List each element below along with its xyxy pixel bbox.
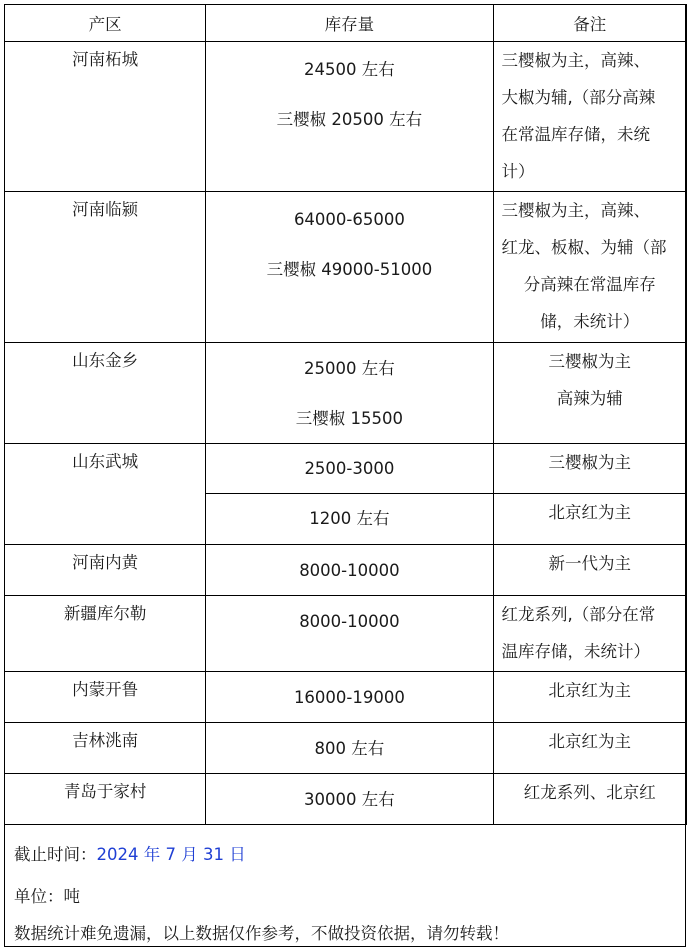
note-cell — [493, 596, 687, 672]
table-row — [5, 672, 687, 723]
region-cell: 河南临颍 — [5, 192, 206, 343]
header-region: 产区 — [5, 5, 206, 42]
stock-value: 三樱椒 20500 左右 — [276, 110, 423, 129]
inventory-table — [4, 4, 687, 825]
region-cell: 山东金乡 — [5, 343, 206, 444]
stock-value: 8000-10000 — [299, 561, 400, 580]
stock-cell — [206, 42, 493, 192]
note-line: 北京红为主 — [548, 681, 631, 700]
stock-cell — [206, 774, 493, 825]
stock-value: 16000-19000 — [293, 688, 405, 707]
cutoff-date-label: 截止时间： — [14, 845, 97, 864]
note-cell — [493, 672, 687, 723]
table-row — [5, 192, 687, 343]
table-row — [5, 343, 687, 444]
note-cell — [493, 192, 687, 343]
note-line: 温库存储，未统计） — [501, 642, 650, 661]
table-row — [5, 596, 687, 672]
note-line: 大椒为辅,（部分高辣 — [501, 88, 656, 107]
region-cell: 吉林洮南 — [5, 723, 206, 774]
note-line: 新一代为主 — [548, 554, 631, 573]
note-line: 分高辣在常温库存 — [523, 275, 656, 294]
region-cell: 河南内黄 — [5, 545, 206, 596]
cutoff-date-line — [14, 841, 246, 865]
stock-cell — [206, 343, 493, 444]
note-line: 计） — [501, 162, 535, 181]
stock-cell — [206, 494, 493, 545]
note-line: 三樱椒为主 — [548, 453, 631, 472]
stock-value: 三樱椒 49000-51000 — [266, 260, 433, 279]
note-line: 红龙、板椒、为辅（部 — [501, 238, 667, 257]
stock-cell — [206, 192, 493, 343]
note-line: 北京红为主 — [548, 732, 631, 751]
note-line: 在常温库存储，未统 — [501, 125, 650, 144]
region-cell: 新疆库尔勒 — [5, 596, 206, 672]
note-line: 三樱椒为主 — [548, 352, 631, 371]
note-cell — [493, 723, 687, 774]
stock-cell — [206, 672, 493, 723]
region-cell: 青岛于家村 — [5, 774, 206, 825]
table-header-row — [5, 5, 687, 42]
region-cell: 山东武城 — [5, 444, 206, 545]
stock-value: 三樱椒 15500 — [295, 409, 404, 428]
stock-cell — [206, 545, 493, 596]
stock-value: 25000 左右 — [304, 359, 395, 378]
stock-value: 2500-3000 — [304, 459, 395, 478]
note-line: 三樱椒为主，高辣、 — [501, 201, 650, 220]
header-stock: 库存量 — [206, 5, 493, 42]
stock-value: 24500 左右 — [304, 60, 395, 79]
stock-value: 64000-65000 — [293, 210, 405, 229]
note-cell — [493, 545, 687, 596]
note-line: 三樱椒为主，高辣、 — [501, 51, 650, 70]
stock-value: 1200 左右 — [309, 509, 390, 528]
stock-cell — [206, 444, 493, 494]
note-line: 红龙系列,（部分在常 — [501, 605, 656, 624]
region-cell: 内蒙开鲁 — [5, 672, 206, 723]
stock-value: 800 左右 — [314, 739, 385, 758]
note-cell — [493, 343, 687, 444]
table-row — [5, 545, 687, 596]
stock-value: 8000-10000 — [299, 612, 400, 631]
note-line: 北京红为主 — [548, 503, 631, 522]
stock-value: 30000 左右 — [304, 790, 395, 809]
inventory-document — [4, 4, 686, 947]
note-cell — [493, 494, 687, 545]
table-row — [5, 723, 687, 774]
note-cell — [493, 42, 687, 192]
table-row — [5, 774, 687, 825]
stock-cell — [206, 596, 493, 672]
region-cell: 河南柘城 — [5, 42, 206, 192]
note-line: 红龙系列、北京红 — [523, 783, 656, 802]
cutoff-date-value: 2024 年 7 月 31 日 — [96, 845, 246, 864]
header-note: 备注 — [493, 5, 687, 42]
note-cell — [493, 444, 687, 494]
disclaimer-line: 数据统计难免遗漏，以上数据仅作参考，不做投资依据，请勿转载！ — [14, 924, 509, 943]
table-row — [5, 444, 687, 494]
table-row — [5, 42, 687, 192]
note-cell — [493, 774, 687, 825]
unit-line: 单位：吨 — [14, 887, 80, 906]
note-line: 高辣为辅 — [556, 389, 623, 408]
note-line: 储，未统计） — [540, 312, 640, 331]
stock-cell — [206, 723, 493, 774]
